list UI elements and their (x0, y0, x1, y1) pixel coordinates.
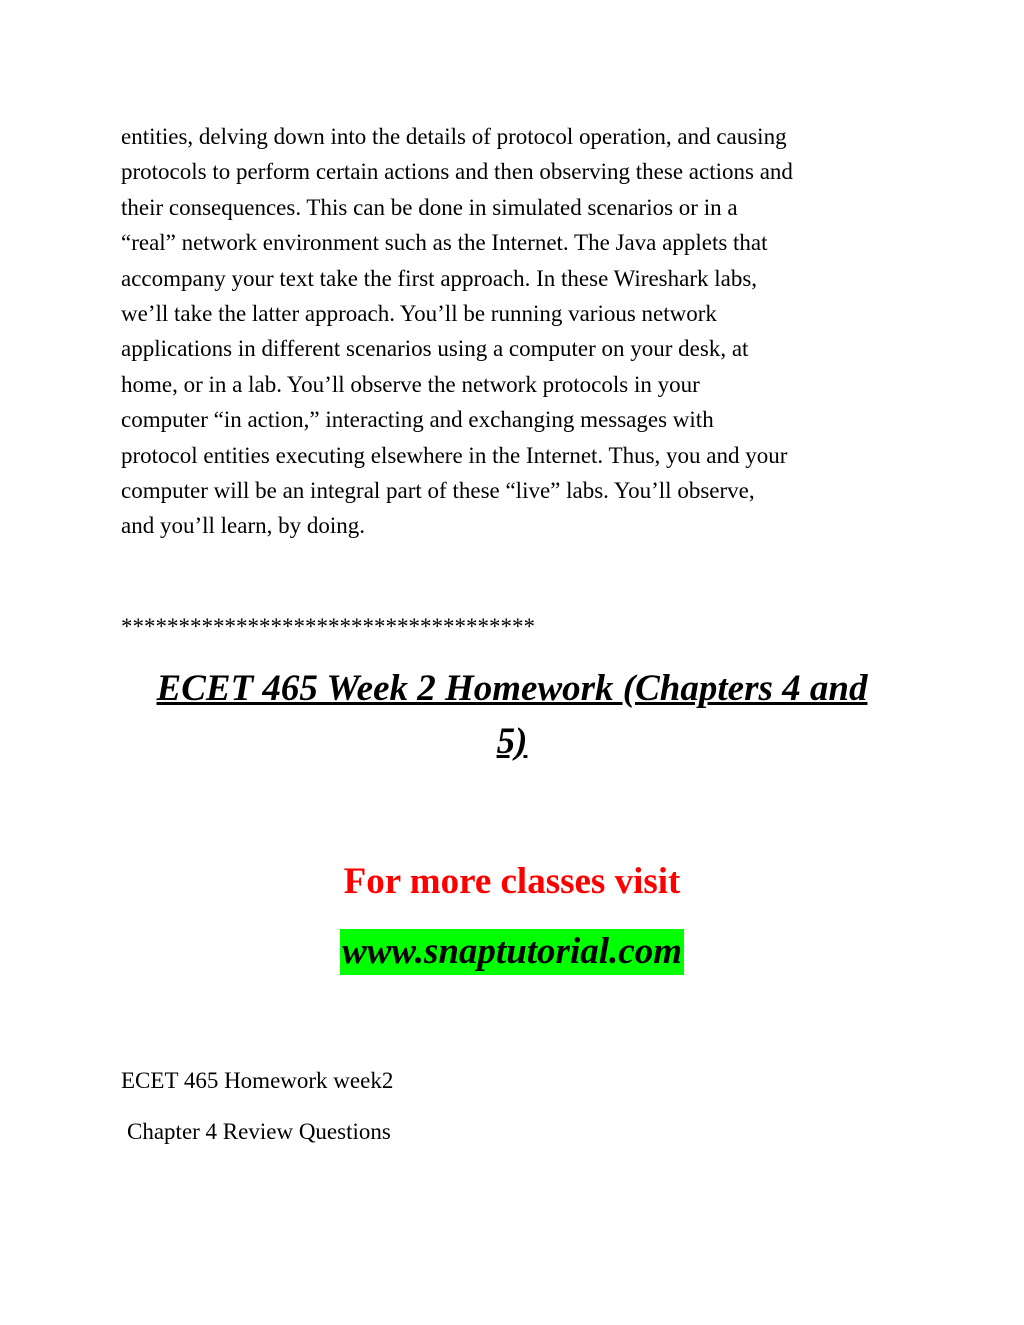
homework-subtitle: ECET 465 Homework week2 (121, 1068, 394, 1093)
promo-url-link[interactable]: www.snaptutorial.com (340, 929, 684, 975)
intro-line: “real” network environment such as the Internet. The Java applets that (121, 230, 768, 256)
intro-line: entities, delving down into the details of protocol operation, and causing (121, 124, 787, 149)
homework-title-line-2: 5) (496, 721, 528, 762)
intro-line: computer “in action,” interacting and exchanging messages with (121, 407, 714, 433)
intro-line: protocols to perform certain actions and then observing these actions and (121, 159, 793, 185)
intro-line: accompany your text take the first approach. In these Wireshark labs, (121, 265, 758, 291)
intro-line: we’ll take the latter approach. You’ll be running various network (121, 301, 717, 327)
promo-url-container (0, 929, 1024, 975)
intro-line: computer will be an integral part of these “live” labs. You’ll observe, (121, 478, 755, 504)
chapter-heading: Chapter 4 Review Questions (127, 1119, 391, 1144)
separator-stars: ************************************ (121, 614, 535, 639)
intro-line: home, or in a lab. You’ll observe the network protocols in your (121, 371, 700, 397)
intro-line: their consequences. This can be done in simulated scenarios or in a (121, 194, 738, 220)
homework-title-line-1: ECET 465 Week 2 Homework (Chapters 4 and (156, 668, 868, 709)
intro-line: protocol entities executing elsewhere in the Internet. Thus, you and your (121, 442, 788, 468)
intro-line: and you’ll learn, by doing. (121, 513, 366, 539)
intro-line: applications in different scenarios using a computer on your desk, at (121, 336, 749, 362)
intro-paragraph (121, 119, 921, 544)
promo-text: For more classes visit (343, 861, 681, 902)
